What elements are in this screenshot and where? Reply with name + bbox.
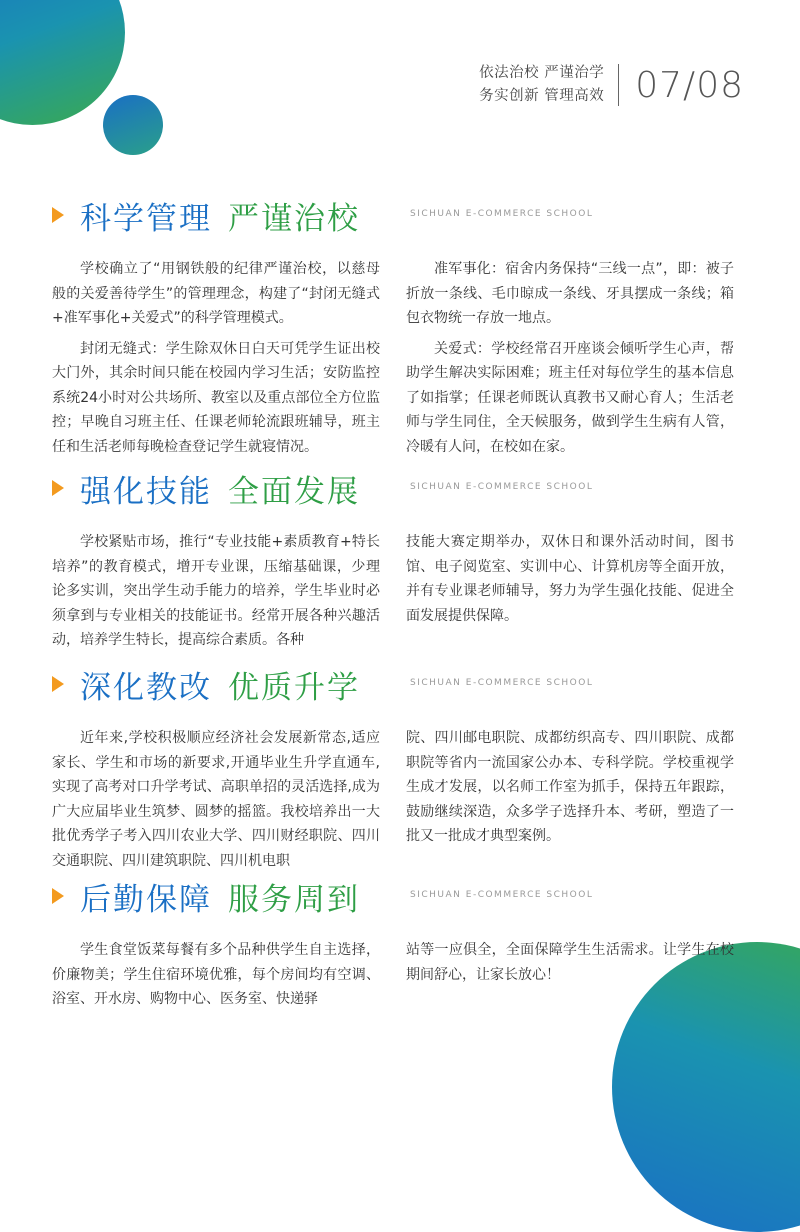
right-column bbox=[406, 530, 734, 634]
section-heading bbox=[52, 193, 360, 237]
page-number: 07/08 bbox=[635, 64, 744, 106]
section-title-green: 严谨治校 bbox=[228, 200, 360, 237]
header-divider bbox=[618, 64, 619, 106]
left-column bbox=[52, 726, 380, 879]
paragraph: 学校确立了“用钢铁般的纪律严谨治校，以慈母般的关爱善待学生”的管理理念，构建了“封闭无缝式+准军事化+关爱式”的科学管理模式。 bbox=[52, 261, 380, 326]
section-title-green: 全面发展 bbox=[228, 473, 360, 510]
section-heading bbox=[52, 874, 360, 918]
paragraph: 关爱式：学校经常召开座谈会倾听学生心声，帮助学生解决实际困难；班主任对每位学生的基本信息了如指掌；任课老师既认真教书又耐心育人；生活老师与学生同住，全天候服务，做到学生生病有人管，冷暖有人问，在校如在家。 bbox=[406, 340, 734, 455]
section-heading bbox=[52, 466, 360, 510]
section-title-blue: 深化教改 bbox=[80, 669, 212, 706]
section-title-green: 服务周到 bbox=[228, 881, 360, 918]
triangle-bullet-icon bbox=[52, 888, 64, 904]
section-english-label: SICHUAN E-COMMERCE SCHOOL bbox=[410, 209, 594, 219]
section-english-label: SICHUAN E-COMMERCE SCHOOL bbox=[410, 678, 594, 688]
paragraph: 技能大赛定期举办，双休日和课外活动时间，图书馆、电子阅览室、实训中心、计算机房等全面开放，并有专业课老师辅导，努力为学生强化技能、促进全面发展提供保障。 bbox=[406, 534, 734, 624]
header-motto-line-1: 依法治校 严谨治学 bbox=[479, 65, 605, 81]
section-heading bbox=[52, 662, 360, 706]
right-column bbox=[406, 257, 734, 465]
triangle-bullet-icon bbox=[52, 207, 64, 223]
left-column bbox=[52, 530, 380, 659]
triangle-bullet-icon bbox=[52, 480, 64, 496]
section-title bbox=[80, 874, 360, 919]
paragraph: 学校紧贴市场，推行“专业技能+素质教育+特长培养”的教育模式，增开专业课，压缩基础课，少理论多实训，突出学生动手能力的培养，学生毕业时必须拿到与专业相关的技能证书。经常开展各种兴趣活动，培养学生特长，提高综合素质。各种 bbox=[52, 534, 380, 648]
triangle-bullet-icon bbox=[52, 676, 64, 692]
right-column bbox=[406, 938, 734, 993]
header-motto-line-2: 务实创新 管理高效 bbox=[479, 88, 605, 104]
section-english-label: SICHUAN E-COMMERCE SCHOOL bbox=[410, 482, 594, 492]
section-title-blue: 强化技能 bbox=[80, 473, 212, 510]
paragraph: 近年来,学校积极顺应经济社会发展新常态,适应家长、学生和市场的新要求,开通毕业生升学直通车,实现了高考对口升学考试、高职单招的灵活选择,成为广大应届毕业生筑梦、圆梦的摇篮。我校培养出一大批优秀学子考入四川农业大学、四川财经职院、四川交通职院、四川建筑职院、四川机电职 bbox=[52, 730, 380, 869]
section-title-green: 优质升学 bbox=[228, 669, 360, 706]
header-motto bbox=[479, 62, 604, 108]
section-title bbox=[80, 193, 360, 238]
section-title-blue: 后勤保障 bbox=[80, 881, 212, 918]
decorative-circle-top-left-small bbox=[103, 95, 163, 155]
decorative-circle-top-left-large bbox=[0, 0, 125, 125]
paragraph: 站等一应俱全，全面保障学生生活需求。让学生在校期间舒心，让家长放心！ bbox=[406, 942, 734, 983]
paragraph: 学生食堂饭菜每餐有多个品种供学生自主选择，价廉物美；学生住宿环境优雅，每个房间均有空调、浴室、开水房、购物中心、医务室、快递驿 bbox=[52, 942, 380, 1007]
section-english-label: SICHUAN E-COMMERCE SCHOOL bbox=[410, 890, 594, 900]
left-column bbox=[52, 938, 380, 1018]
section-title-blue: 科学管理 bbox=[80, 200, 212, 237]
paragraph: 院、四川邮电职院、成都纺织高专、四川职院、成都职院等省内一流国家公办本、专科学院。学校重视学生成才发展，以名师工作室为抓手，保持五年跟踪，鼓励继续深造，众多学子选择升本、考研，塑造了一批又一批成才典型案例。 bbox=[406, 730, 734, 844]
section-title bbox=[80, 466, 360, 511]
left-column bbox=[52, 257, 380, 465]
section-title bbox=[80, 662, 360, 707]
right-column bbox=[406, 726, 734, 855]
paragraph: 封闭无缝式：学生除双休日白天可凭学生证出校大门外，其余时间只能在校园内学习生活；安防监控系统24小时对公共场所、教室以及重点部位全方位监控；早晚自习班主任、任课老师轮流跟班辅导，班主任和生活老师每晚检查登记学生就寝情况。 bbox=[52, 340, 380, 455]
page-header bbox=[479, 62, 744, 108]
paragraph: 准军事化：宿舍内务保持“三线一点”，即：被子折放一条线、毛巾晾成一条线、牙具摆成一条线；箱包衣物统一存放一地点。 bbox=[406, 261, 734, 326]
